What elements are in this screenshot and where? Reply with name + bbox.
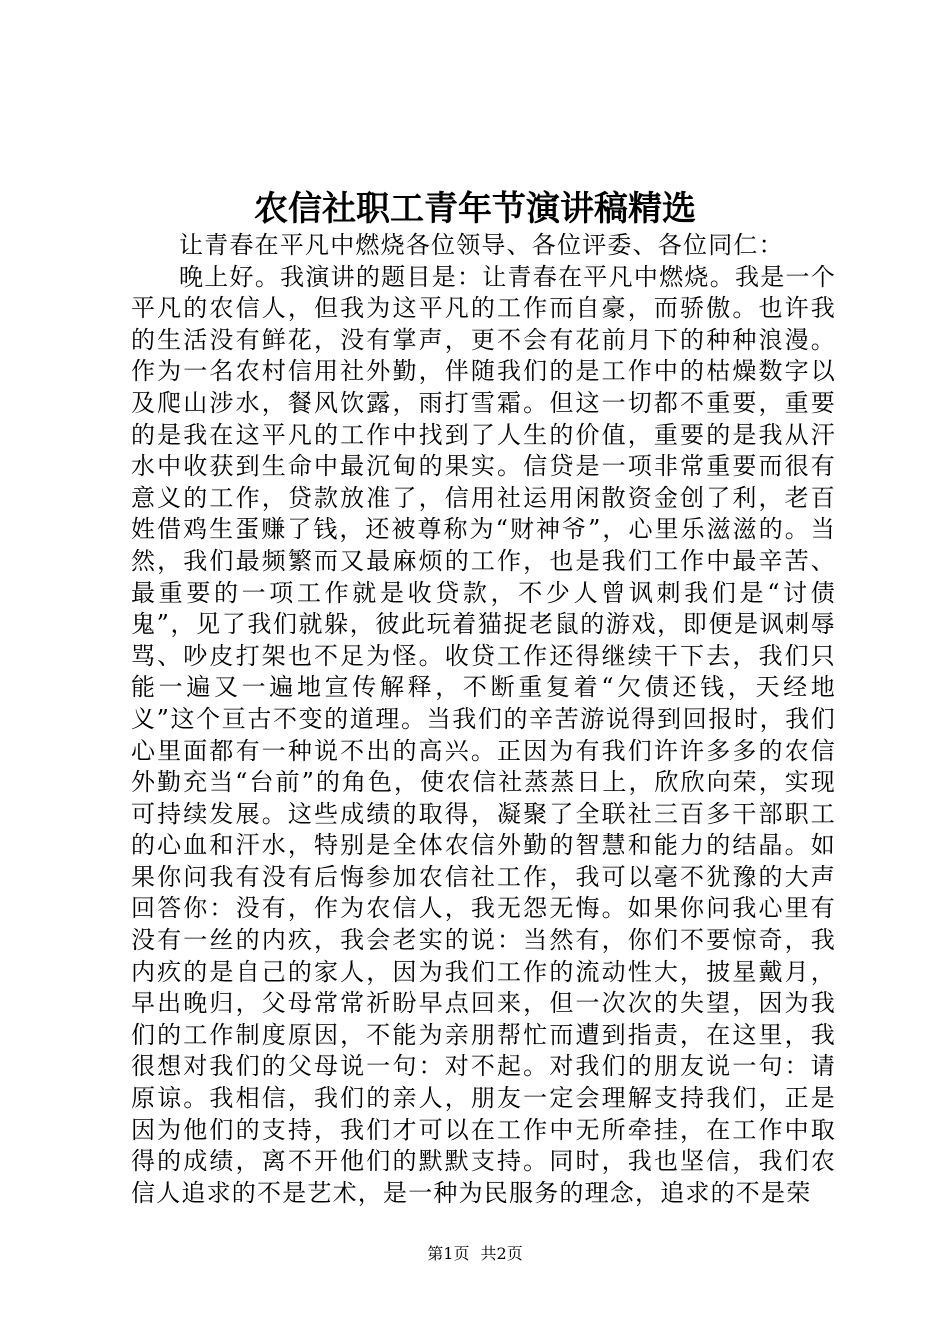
opening-paragraph: 让青春在平凡中燃烧各位领导、各位评委、各位同仁： [179, 231, 784, 259]
page-footer [0, 1243, 950, 1265]
document-body [131, 230, 836, 1209]
page-total: 共2页 [480, 1244, 523, 1263]
document-title: 农信社职工青年节演讲稿精选 [254, 189, 696, 229]
body-paragraph: 晚上好。我演讲的题目是：让青春在平凡中燃烧。我是一个平凡的农信人，但我为这平凡的工作而自豪，而骄傲。也许我的生活没有鲜花，没有掌声，更不会有花前月下的种种浪漫。作为一名农村信用社外勤，伴随我们的是工作中的枯燥数字以及爬山涉水，餐风饮露，雨打雪霜。但这一切都不重要，重要的是我在这平凡的工作中找到了人生的价值，重要的是我从汗水中收获到生命中最沉甸的果实。信贷是一项非常重要而很有意义的工作，贷款放准了，信用社运用闲散资金创了利，老百姓借鸡生蛋赚了钱，还被尊称为“财神爷”，心里乐滋滋的。当然，我们最频繁而又最麻烦的工作，也是我们工作中最辛苦、最重要的一项工作就是收贷款，不少人曾讽刺我们是“讨债鬼”，见了我们就躲，彼此玩着猫捉老鼠的游戏，即便是讽刺辱骂、吵皮打架也不足为怪。收贷工作还得继续干下去，我们只能一遍又一遍地宣传解释，不断重复着“欠债还钱，天经地义”这个亘古不变的道理。当我们的辛苦游说得到回报时，我们心里面都有一种说不出的高兴。正因为有我们许许多多的农信外勤充当“台前”的角色，使农信社蒸蒸日上，欣欣向荣，实现可持续发展。这些成绩的取得，凝聚了全联社三百多干部职工的心血和汗水，特别是全体农信外勤的智慧和能力的结晶。如果你问我有没有后悔参加农信社工作，我可以毫不犹豫的大声回答你：没有，作为农信人，我无怨无悔。如果你问我心里有没有一丝的内疚，我会老实的说：当然有，你们不要惊奇，我内疚的是自己的家人，因为我们工作的流动性大，披星戴月，早出晚归，父母常常祈盼早点回来，但一次次的失望，因为我们的工作制度原因，不能为亲朋帮忙而遭到指责，在这里，我很想对我们的父母说一句：对不起。对我们的朋友说一句：请原谅。我相信，我们的亲人，朋友一定会理解支持我们，正是因为他们的支持，我们才可以在工作中无所牵挂，在工作中取得的成绩，离不开他们的默默支持。同时，我也坚信，我们农信人追求的不是艺术，是一种为民服务的理念，追求的不是荣 [131, 262, 836, 1207]
page-number: 第1页 [427, 1244, 470, 1263]
